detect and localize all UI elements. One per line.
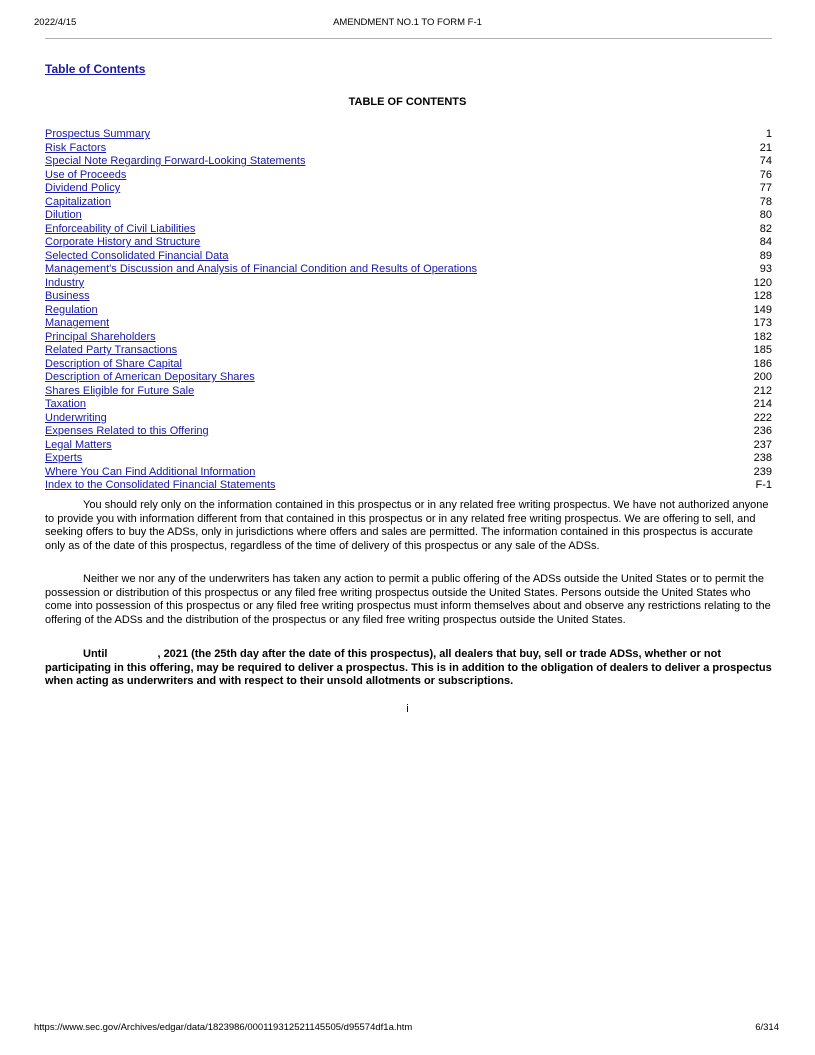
toc-entry-page: 214 bbox=[753, 398, 772, 410]
reliance-paragraph: You should rely only on the information contained in this prospectus or in any related free writing prospectus. We have not authorized anyone to provide you with information different from that contained in this prospectus or in any related free writing prospectus. We are offering to sell, and seeking offers to buy the ADSs, only in jurisdictions where offers and sales are permitted. The information contained in this prospectus is accurate only as of the date of this prospectus, regardless of the time of delivery of this prospectus or any sale of the ADSs. bbox=[45, 499, 769, 552]
toc-entry bbox=[45, 466, 772, 480]
toc-entry-page: 200 bbox=[753, 371, 772, 383]
toc-entry-page: 84 bbox=[759, 236, 772, 248]
dealer-notice-text: , 2021 (the 25th day after the date of this prospectus), all dealers that buy, sell or trade ADSs, whether or not participating in this offering, may be required to deliver a prospectus. This is in addition to the obligation of dealers to deliver a prospectus when acting as underwriters and with respect to their unsold allotments or subscriptions. bbox=[45, 648, 772, 687]
document-title: AMENDMENT NO.1 TO FORM F-1 bbox=[333, 17, 482, 28]
toc-entry-page: 1 bbox=[765, 128, 772, 140]
toc-entry bbox=[45, 182, 772, 196]
toc-entry-link[interactable]: Description of American Depositary Shares bbox=[45, 371, 255, 383]
toc-entry-link[interactable]: Dividend Policy bbox=[45, 182, 121, 194]
toc-entry-page: 128 bbox=[753, 290, 772, 302]
toc-entry bbox=[45, 439, 772, 453]
distribution-paragraph: Neither we nor any of the underwriters has taken any action to permit a public offering of the ADSs outside the United States or to permit the possession or distribution of this prospectus or any filed free writing prospectus outside the United States. Persons outside the United States who come into possession of this prospectus or any filed free writing prospectus must inform themselves about and observe any restrictions relating to the offering of the ADSs and the distribution of the prospectus or any filed free writing prospectus outside the United States. bbox=[45, 573, 771, 626]
toc-entry-page: 120 bbox=[753, 276, 772, 289]
toc-entry-link[interactable]: Management bbox=[45, 317, 110, 329]
toc-entry bbox=[45, 317, 772, 331]
toc-entry-page: 93 bbox=[759, 263, 772, 275]
toc-entry-link[interactable]: Dilution bbox=[45, 209, 82, 221]
toc-entry-link[interactable]: Enforceability of Civil Liabilities bbox=[45, 222, 196, 235]
toc-entry-page: 222 bbox=[753, 411, 772, 424]
toc-entry bbox=[45, 425, 772, 439]
toc-entry bbox=[45, 169, 772, 183]
toc-entry-page: 21 bbox=[759, 141, 772, 154]
toc-entry bbox=[45, 250, 772, 264]
toc-entry bbox=[45, 398, 772, 412]
toc-entry-link[interactable]: Expenses Related to this Offering bbox=[45, 425, 209, 437]
toc-entry-link[interactable]: Prospectus Summary bbox=[45, 128, 151, 140]
toc-entry-page: 82 bbox=[759, 222, 772, 235]
toc-entry-link[interactable]: Index to the Consolidated Financial Statements bbox=[45, 479, 276, 491]
toc-entry-link[interactable]: Where You Can Find Additional Information bbox=[45, 465, 256, 478]
toc-entry-link[interactable]: Taxation bbox=[45, 398, 86, 410]
toc-entry bbox=[45, 331, 772, 345]
toc-entry-page: 236 bbox=[753, 425, 772, 437]
toc-entry bbox=[45, 128, 772, 142]
toc-entry-link[interactable]: Use of Proceeds bbox=[45, 168, 127, 181]
toc-entry-page: 186 bbox=[753, 357, 772, 370]
toc-entry bbox=[45, 196, 772, 210]
toc-entry-link[interactable]: Description of Share Capital bbox=[45, 357, 182, 370]
toc-entry-link[interactable]: Related Party Transactions bbox=[45, 344, 178, 356]
toc-entry-page: 78 bbox=[759, 195, 772, 208]
toc-entry-link[interactable]: Legal Matters bbox=[45, 438, 112, 451]
toc-entry-link[interactable]: Corporate History and Structure bbox=[45, 236, 201, 248]
toc-list bbox=[45, 128, 772, 493]
toc-entry-page: 239 bbox=[753, 465, 772, 478]
toc-entry-page: 76 bbox=[759, 168, 772, 181]
toc-entry bbox=[45, 479, 772, 493]
toc-entry bbox=[45, 236, 772, 250]
header-divider bbox=[45, 38, 772, 39]
toc-entry bbox=[45, 142, 772, 156]
toc-entry-page: F-1 bbox=[755, 479, 772, 491]
toc-entry-page: 237 bbox=[753, 438, 772, 451]
toc-entry-link[interactable]: Industry bbox=[45, 276, 85, 289]
toc-entry bbox=[45, 452, 772, 466]
toc-entry-page: 238 bbox=[753, 452, 772, 464]
page-number: i bbox=[406, 703, 409, 715]
toc-entry-link[interactable]: Principal Shareholders bbox=[45, 330, 156, 343]
toc-entry-link[interactable]: Regulation bbox=[45, 303, 98, 316]
toc-entry-page: 212 bbox=[753, 384, 772, 397]
toc-heading: TABLE OF CONTENTS bbox=[348, 96, 467, 108]
toc-entry-page: 149 bbox=[753, 303, 772, 316]
toc-entry-link[interactable]: Risk Factors bbox=[45, 141, 107, 154]
toc-entry-link[interactable]: Business bbox=[45, 290, 90, 302]
toc-entry-page: 74 bbox=[759, 155, 772, 167]
toc-entry bbox=[45, 371, 772, 385]
toc-entry-page: 89 bbox=[759, 249, 772, 262]
print-date: 2022/4/15 bbox=[34, 17, 77, 28]
toc-entry bbox=[45, 209, 772, 223]
toc-entry-link[interactable]: Underwriting bbox=[45, 411, 107, 424]
toc-entry bbox=[45, 223, 772, 237]
table-of-contents-link[interactable]: Table of Contents bbox=[45, 62, 146, 76]
toc-entry bbox=[45, 344, 772, 358]
toc-entry bbox=[45, 290, 772, 304]
toc-entry-page: 173 bbox=[753, 317, 772, 329]
toc-entry bbox=[45, 412, 772, 426]
print-page-counter: 6/314 bbox=[755, 1022, 779, 1033]
toc-entry-page: 185 bbox=[753, 344, 772, 356]
toc-entry bbox=[45, 304, 772, 318]
toc-entry-page: 77 bbox=[759, 182, 772, 194]
toc-entry-link[interactable]: Selected Consolidated Financial Data bbox=[45, 249, 229, 262]
toc-entry bbox=[45, 385, 772, 399]
source-url: https://www.sec.gov/Archives/edgar/data/1823986/000119312521145505/d95574df1a.htm bbox=[34, 1022, 413, 1033]
toc-entry-link[interactable]: Experts bbox=[45, 452, 83, 464]
toc-entry-link[interactable]: Special Note Regarding Forward-Looking Statements bbox=[45, 155, 306, 167]
toc-entry-page: 80 bbox=[759, 209, 772, 221]
toc-entry-page: 182 bbox=[753, 330, 772, 343]
toc-entry bbox=[45, 263, 772, 277]
toc-entry bbox=[45, 277, 772, 291]
until-word: Until bbox=[83, 648, 108, 660]
toc-entry-link[interactable]: Capitalization bbox=[45, 195, 112, 208]
toc-entry-link[interactable]: Shares Eligible for Future Sale bbox=[45, 384, 195, 397]
toc-entry bbox=[45, 155, 772, 169]
dealer-prospectus-paragraph bbox=[45, 648, 773, 689]
toc-entry-link[interactable]: Management's Discussion and Analysis of Financial Condition and Results of Operations bbox=[45, 263, 477, 275]
toc-entry bbox=[45, 358, 772, 372]
